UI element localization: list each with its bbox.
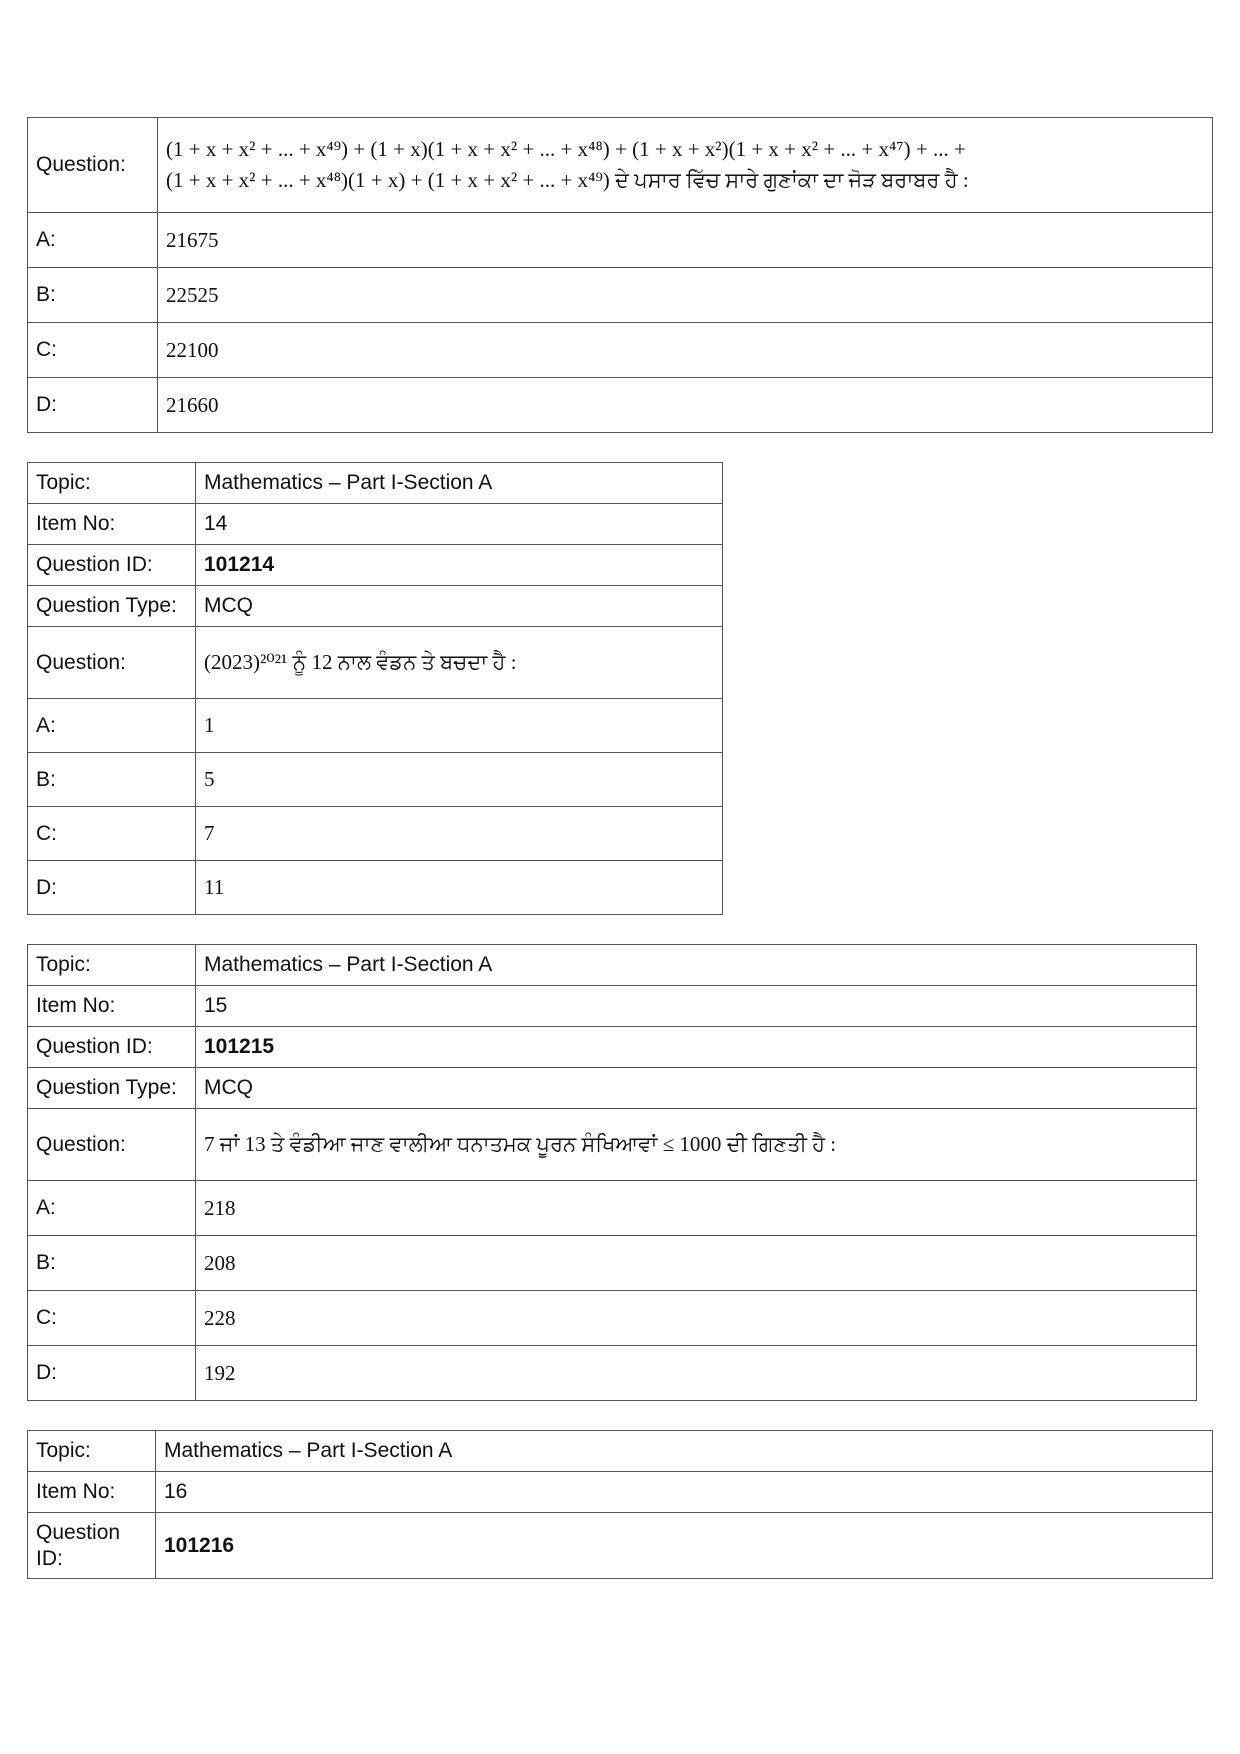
option-label: B: <box>28 753 196 807</box>
option-row-a <box>28 1181 1197 1236</box>
topic-label: Topic: <box>28 463 196 504</box>
item-row <box>28 986 1197 1027</box>
topic-value: Mathematics – Part I-Section A <box>196 945 1197 986</box>
option-row-b <box>28 753 723 807</box>
option-label: D: <box>28 378 158 433</box>
question-text <box>158 118 1213 213</box>
question-id-label: Question ID: <box>28 1513 156 1579</box>
topic-row <box>28 945 1197 986</box>
question-block-16 <box>27 1430 1213 1579</box>
question-id-row <box>28 1027 1197 1068</box>
item-label: Item No: <box>28 986 196 1027</box>
option-label: D: <box>28 1346 196 1401</box>
item-label: Item No: <box>28 1472 156 1513</box>
option-label: B: <box>28 268 158 323</box>
option-value: 21660 <box>158 378 1213 433</box>
question-row <box>28 627 723 699</box>
question-block-13 <box>27 117 1213 433</box>
question-type-row <box>28 1068 1197 1109</box>
item-value: 16 <box>156 1472 1213 1513</box>
option-value: 1 <box>196 699 723 753</box>
question-label: Question: <box>28 118 158 213</box>
question-id-label: Question ID: <box>28 545 196 586</box>
question-row <box>28 1109 1197 1181</box>
option-row-c <box>28 807 723 861</box>
option-value: 11 <box>196 861 723 915</box>
option-value: 7 <box>196 807 723 861</box>
question-type-row <box>28 586 723 627</box>
option-value: 21675 <box>158 213 1213 268</box>
topic-row <box>28 463 723 504</box>
option-label: D: <box>28 861 196 915</box>
topic-value: Mathematics – Part I-Section A <box>196 463 723 504</box>
question-block-14 <box>27 462 723 915</box>
option-row-d <box>28 1346 1197 1401</box>
option-value: 22525 <box>158 268 1213 323</box>
question-id-value: 101214 <box>196 545 723 586</box>
option-value: 22100 <box>158 323 1213 378</box>
option-value: 5 <box>196 753 723 807</box>
question-line-1: (1 + x + x² + ... + x⁴⁹) + (1 + x)(1 + x + x² + ... + x⁴⁸) + (1 + x + x²)(1 + x + x² + ... + x⁴⁷) + ... + <box>166 136 966 161</box>
question-text: 7 ਜਾਂ 13 ਤੇ ਵੰਡੀਆ ਜਾਣ ਵਾਲੀਆ ਧਨਾਤਮਕ ਪੂਰਨ ਸੰਖਿਆਵਾਂ ≤ 1000 ਦੀ ਗਿਣਤੀ ਹੈ : <box>196 1109 1197 1181</box>
option-label: C: <box>28 1291 196 1346</box>
question-type-value: MCQ <box>196 586 723 627</box>
option-row-d <box>28 861 723 915</box>
option-row-b <box>28 1236 1197 1291</box>
topic-label: Topic: <box>28 1431 156 1472</box>
item-value: 14 <box>196 504 723 545</box>
topic-row <box>28 1431 1213 1472</box>
option-label: A: <box>28 213 158 268</box>
option-label: C: <box>28 807 196 861</box>
option-row-c <box>28 1291 1197 1346</box>
option-row-c <box>28 323 1213 378</box>
question-text: (2023)²⁰²¹ ਨੂੰ 12 ਨਾਲ ਵੰਡਨ ਤੇ ਬਚਦਾ ਹੈ : <box>196 627 723 699</box>
question-row <box>28 118 1213 213</box>
option-label: C: <box>28 323 158 378</box>
item-label: Item No: <box>28 504 196 545</box>
option-label: A: <box>28 1181 196 1236</box>
option-value: 228 <box>196 1291 1197 1346</box>
question-type-value: MCQ <box>196 1068 1197 1109</box>
option-row-a <box>28 213 1213 268</box>
question-id-label: Question ID: <box>28 1027 196 1068</box>
option-value: 208 <box>196 1236 1197 1291</box>
question-id-value: 101215 <box>196 1027 1197 1068</box>
question-id-row <box>28 1513 1213 1579</box>
question-id-row <box>28 545 723 586</box>
option-row-a <box>28 699 723 753</box>
option-label: B: <box>28 1236 196 1291</box>
question-block-15 <box>27 944 1197 1401</box>
question-type-label: Question Type: <box>28 1068 196 1109</box>
option-row-b <box>28 268 1213 323</box>
item-row <box>28 1472 1213 1513</box>
item-row <box>28 504 723 545</box>
topic-label: Topic: <box>28 945 196 986</box>
item-value: 15 <box>196 986 1197 1027</box>
topic-value: Mathematics – Part I-Section A <box>156 1431 1213 1472</box>
option-value: 218 <box>196 1181 1197 1236</box>
option-label: A: <box>28 699 196 753</box>
question-id-value: 101216 <box>156 1513 1213 1579</box>
question-label: Question: <box>28 627 196 699</box>
question-type-label: Question Type: <box>28 586 196 627</box>
option-value: 192 <box>196 1346 1197 1401</box>
question-label: Question: <box>28 1109 196 1181</box>
question-line-2: (1 + x + x² + ... + x⁴⁸)(1 + x) + (1 + x + x² + ... + x⁴⁹) ਦੇ ਪਸਾਰ ਵਿੱਚ ਸਾਰੇ ਗੁਣਾਂਕਾ ਦਾ ਜੋੜ ਬਰਾਬਰ ਹੈ : <box>166 168 969 192</box>
option-row-d <box>28 378 1213 433</box>
